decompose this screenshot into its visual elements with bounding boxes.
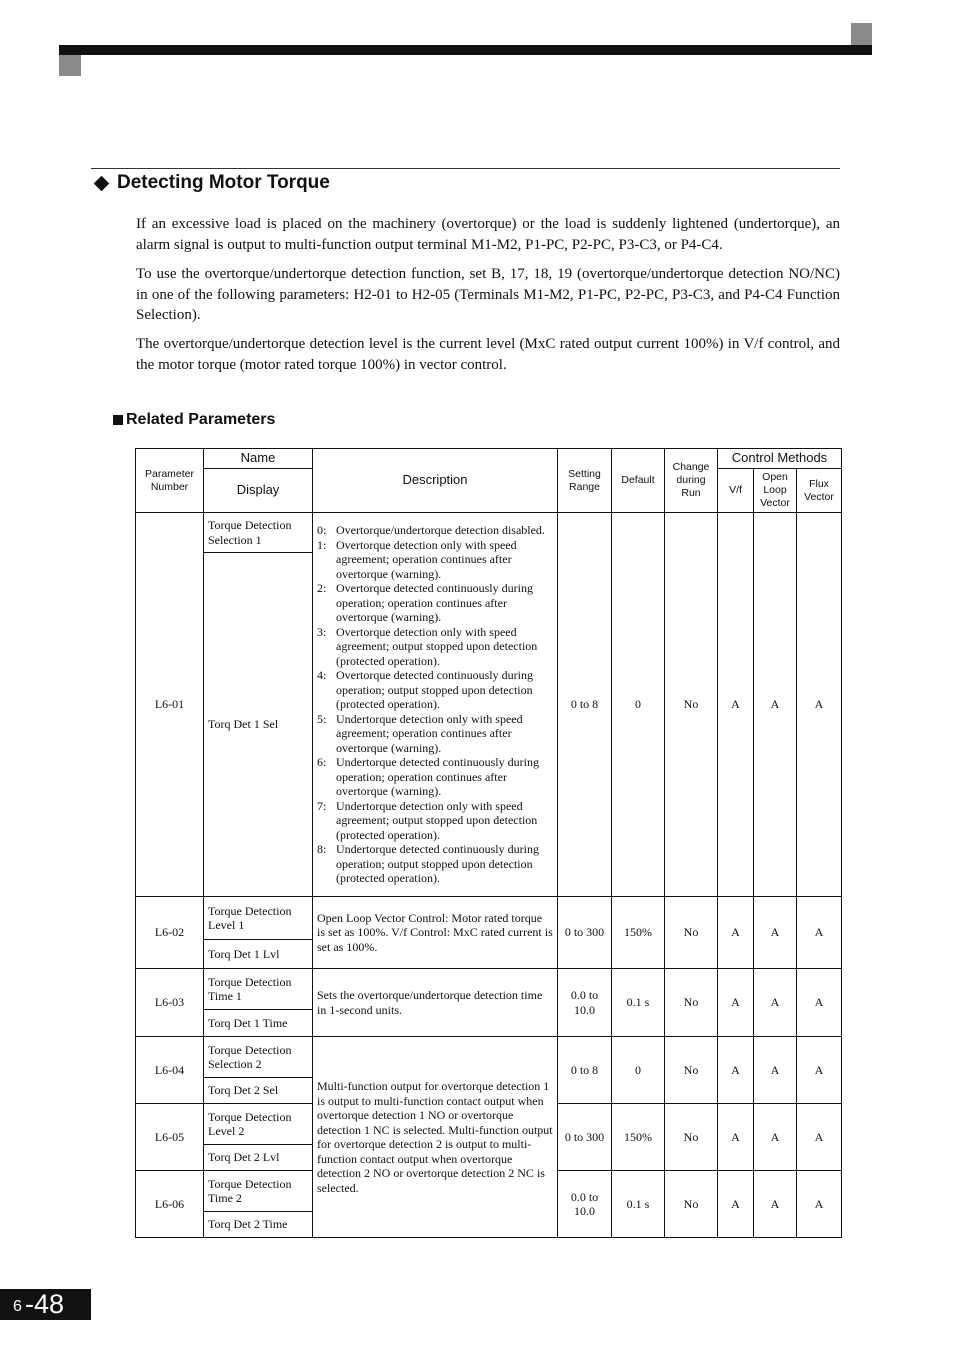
- list-item: 8: Undertorque detected continuously during operation; output stopped upon detection (protected operation).: [317, 842, 539, 886]
- param-description: Open Loop Vector Control: Motor rated torque is set as 100%. V/f Control: MxC rated current is set as 100%.: [313, 897, 558, 969]
- default-value: 0: [612, 513, 665, 897]
- table-row: [136, 1037, 842, 1078]
- setting-range: 0 to 8: [558, 1037, 612, 1104]
- setting-range: 0 to 300: [558, 897, 612, 969]
- intro-paragraph-3: The overtorque/undertorque detection level is the current level (MxC rated output current 100%) in V/f control, and the motor torque (motor rated torque 100%) in vector control.: [136, 336, 840, 373]
- section-title: Detecting Motor Torque: [117, 172, 330, 193]
- control-open-loop-vector: A: [754, 1037, 797, 1104]
- header-change-during-run: Change during Run: [665, 449, 718, 513]
- header-default: Default: [612, 449, 665, 513]
- related-parameters-table: [135, 448, 842, 1238]
- list-item: 2: Overtorque detected continuously during operation; operation continues after overtorque (warning).: [317, 581, 533, 625]
- default-value: 0: [612, 1037, 665, 1104]
- table-row: [136, 513, 842, 553]
- list-item: 5: Undertorque detection only with speed agreement; operation continues after overtorque (warning).: [317, 711, 523, 755]
- param-description-shared: Multi-function output for overtorque detection 1 is output to multi-function contact output when overtorque detection 1 NO or overtorque detection 1 NC is selected. Multi-function output for overtorque detection 2 is output to multi-function contact output when overtorque detection 2 NO or overtorque detection 2 NC is selected.: [313, 1037, 558, 1238]
- control-flux-vector: A: [797, 1037, 842, 1104]
- intro-paragraph-1: If an excessive load is placed on the machinery (overtorque) or the load is suddenly lightened (undertorque), an alarm signal is output to multi-function output terminal M1-M2, P1-PC, P2-PC, P3-C3, or P4-C4.: [136, 216, 840, 253]
- setting-range: 0.0 to 10.0: [558, 1171, 612, 1238]
- change-during-run: No: [665, 1171, 718, 1238]
- control-flux-vector: A: [797, 1171, 842, 1238]
- change-during-run: No: [665, 1104, 718, 1171]
- control-vf: A: [718, 1037, 754, 1104]
- param-display: Torq Det 2 Lvl: [204, 1145, 313, 1171]
- header-bar: [59, 45, 872, 55]
- default-value: 150%: [612, 1104, 665, 1171]
- list-item: 3: Overtorque detection only with speed agreement; output stopped upon detection (protected operation).: [317, 624, 538, 668]
- subsection-heading: [113, 411, 275, 429]
- control-vf: A: [718, 513, 754, 897]
- control-vf: A: [718, 1104, 754, 1171]
- param-display: Torq Det 1 Lvl: [204, 940, 313, 969]
- param-number: L6-05: [136, 1104, 204, 1171]
- setting-range: 0 to 300: [558, 1104, 612, 1171]
- diamond-bullet-icon: [94, 175, 110, 191]
- param-name: Torque Detection Selection 1: [204, 513, 313, 553]
- control-flux-vector: A: [797, 969, 842, 1037]
- table-row: [136, 969, 842, 1010]
- param-name: Torque Detection Time 1: [204, 969, 313, 1010]
- param-number: L6-04: [136, 1037, 204, 1104]
- control-flux-vector: A: [797, 1104, 842, 1171]
- param-name: Torque Detection Time 2: [204, 1171, 313, 1212]
- page-number: [0, 1289, 91, 1320]
- section-heading: [92, 172, 330, 194]
- page-number-value: -48: [25, 1289, 65, 1319]
- param-number: L6-03: [136, 969, 204, 1037]
- default-value: 150%: [612, 897, 665, 969]
- param-display: Torq Det 1 Time: [204, 1010, 313, 1037]
- control-vf: A: [718, 1171, 754, 1238]
- control-open-loop-vector: A: [754, 897, 797, 969]
- control-open-loop-vector: A: [754, 1171, 797, 1238]
- change-during-run: No: [665, 897, 718, 969]
- param-name: Torque Detection Level 1: [204, 897, 313, 940]
- change-during-run: No: [665, 513, 718, 897]
- param-description: [313, 513, 558, 897]
- header-decoration-square-left: [59, 55, 81, 76]
- subsection-title: Related Parameters: [126, 411, 276, 428]
- list-item: 1: Overtorque detection only with speed agreement; operation continues after overtorque (warning).: [317, 537, 517, 581]
- list-item: 0: Overtorque/undertorque detection disabled.: [317, 523, 545, 538]
- header-setting-range: Setting Range: [558, 449, 612, 513]
- param-number: L6-02: [136, 897, 204, 969]
- chapter-number: 6: [13, 1298, 22, 1315]
- param-display: Torq Det 1 Sel: [204, 553, 313, 897]
- header-name: Name: [204, 449, 313, 469]
- param-display: Torq Det 2 Time: [204, 1212, 313, 1238]
- param-number: L6-06: [136, 1171, 204, 1238]
- setting-range: 0 to 8: [558, 513, 612, 897]
- param-name: Torque Detection Level 2: [204, 1104, 313, 1145]
- change-during-run: No: [665, 1037, 718, 1104]
- list-item: 4: Overtorque detected continuously during operation; output stopped upon detection (protected operation).: [317, 668, 533, 712]
- param-number: L6-01: [136, 513, 204, 897]
- control-flux-vector: A: [797, 513, 842, 897]
- header-control-methods: Control Methods: [718, 449, 842, 469]
- param-name: Torque Detection Selection 2: [204, 1037, 313, 1078]
- change-during-run: No: [665, 969, 718, 1037]
- square-bullet-icon: [113, 415, 123, 425]
- control-open-loop-vector: A: [754, 1104, 797, 1171]
- section-rule: [91, 168, 840, 169]
- control-open-loop-vector: A: [754, 969, 797, 1037]
- list-item: 6: Undertorque detected continuously during operation; operation continues after overtorque (warning).: [317, 755, 539, 799]
- default-value: 0.1 s: [612, 969, 665, 1037]
- header-decoration-square-right: [851, 23, 872, 45]
- default-value: 0.1 s: [612, 1171, 665, 1238]
- header-description: Description: [313, 449, 558, 513]
- header-vf: V/f: [718, 469, 754, 513]
- control-vf: A: [718, 897, 754, 969]
- control-open-loop-vector: A: [754, 513, 797, 897]
- param-description: Sets the overtorque/undertorque detection time in 1-second units.: [313, 969, 558, 1037]
- header-parameter-number: Parameter Number: [136, 449, 204, 513]
- param-display: Torq Det 2 Sel: [204, 1078, 313, 1104]
- intro-paragraph-2: To use the overtorque/undertorque detection function, set B, 17, 18, 19 (overtorque/undertorque detection NO/NC) in one of the following parameters: H2-01 to H2-05 (Terminals M1-M2, P1-PC, P2-PC, P3-C3, and P4-C4 Function Selection).: [136, 266, 840, 323]
- control-vf: A: [718, 969, 754, 1037]
- header-display: Display: [204, 469, 313, 513]
- setting-range: 0.0 to 10.0: [558, 969, 612, 1037]
- table-row: [136, 897, 842, 940]
- control-flux-vector: A: [797, 897, 842, 969]
- header-flux-vector: Flux Vector: [797, 469, 842, 513]
- header-open-loop-vector: Open Loop Vector: [754, 469, 797, 513]
- list-item: 7: Undertorque detection only with speed agreement; output stopped upon detection (protected operation).: [317, 798, 538, 842]
